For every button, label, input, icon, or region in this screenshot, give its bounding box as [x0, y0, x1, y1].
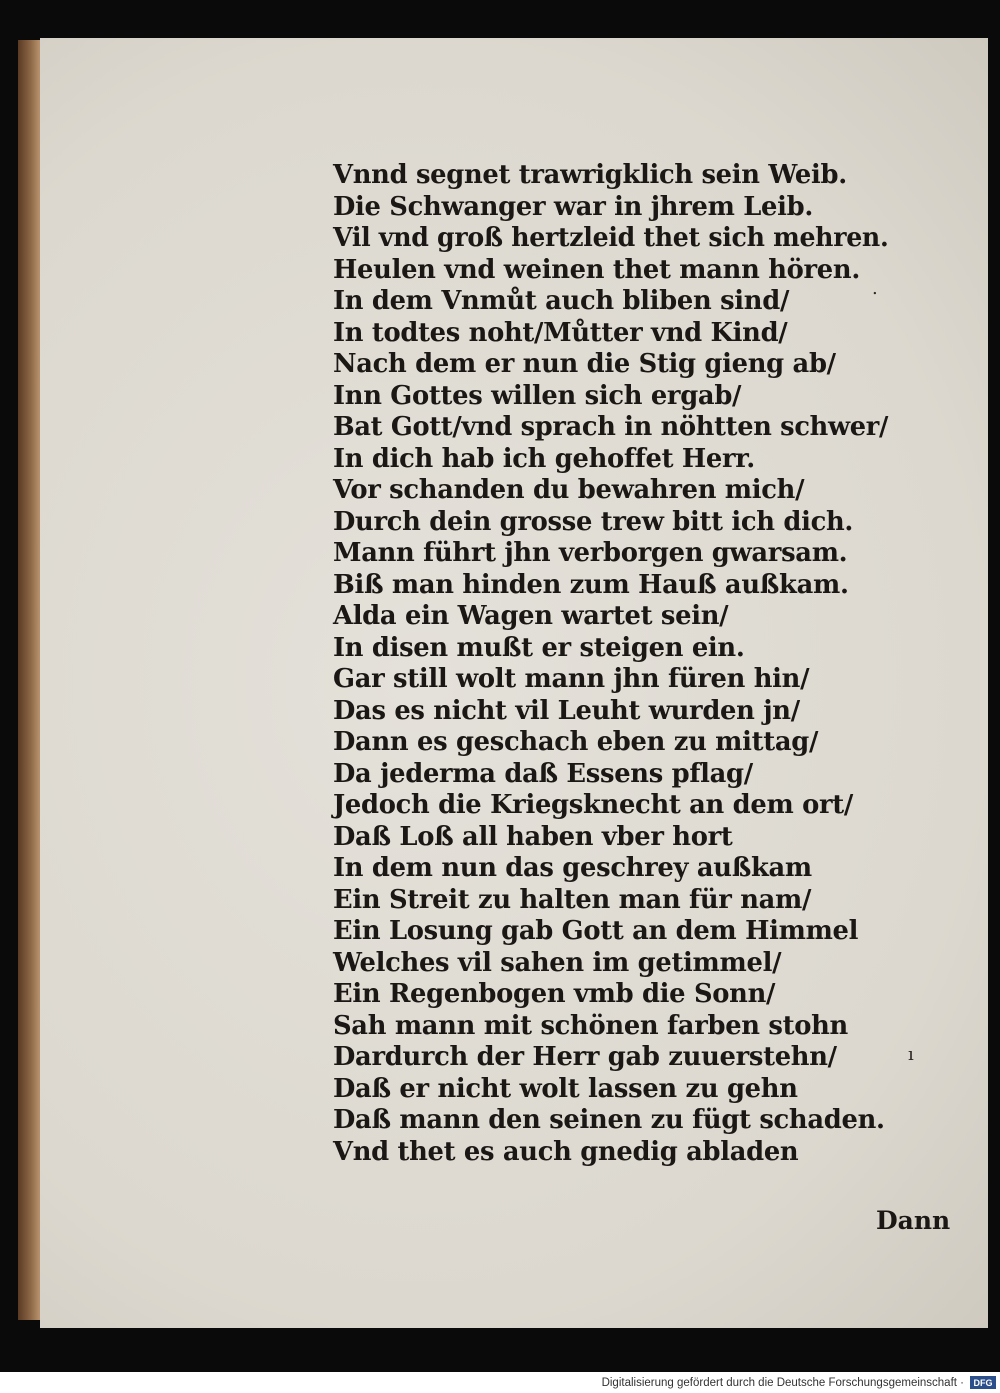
poem-line: Durch dein grosse trew bitt ich dich. — [333, 506, 854, 537]
dfg-logo-icon: DFG — [970, 1376, 996, 1389]
poem-line: Daß er nicht wolt lassen zu gehn — [333, 1073, 798, 1104]
poem-line: Ein Regenbogen vmb die Sonn/ — [333, 979, 776, 1009]
poem-line: In dem nun das geschrey außkam — [333, 853, 812, 883]
poem-line: Mann führt jhn verborgen gwarsam. — [333, 538, 848, 568]
poem-line: Die Schwanger war in jhrem Leib. — [333, 191, 814, 222]
poem-line: In disen mußt er steigen ein. — [333, 632, 745, 663]
poem-line: Das es nicht vil Leuht wurden jn/ — [333, 695, 800, 726]
poem-line: In dich hab ich gehoffet Herr. — [333, 443, 755, 474]
ink-speck: . — [872, 278, 878, 299]
footer-credit: Digitalisierung gefördert durch die Deutsche Forschungsgemeinschaft · — [601, 1376, 964, 1389]
poem-text — [333, 160, 893, 1168]
poem-line: Bat Gott/vnd sprach in nöhtten schwer/ — [333, 412, 889, 442]
poem-line: Alda ein Wagen wartet sein/ — [333, 601, 729, 631]
poem-line: In dem Vnmůt auch bliben sind/ — [333, 286, 790, 316]
poem-line: Daß Loß all haben vber hort — [333, 821, 733, 852]
poem-line: Sah mann mit schönen farben stohn — [333, 1010, 848, 1041]
catchword: Dann — [876, 1206, 951, 1235]
poem-line: Daß mann den seinen zu fügt schaden. — [333, 1105, 885, 1135]
poem-line: Da jederma daß Essens pflag/ — [333, 758, 753, 789]
ink-speck: ı — [908, 1044, 914, 1065]
poem-line: Heulen vnd weinen thet mann hören. — [333, 254, 861, 285]
poem-line: Vil vnd groß hertzleid thet sich mehren. — [333, 223, 889, 253]
poem-line: Dardurch der Herr gab zuuerstehn/ — [333, 1042, 837, 1072]
poem-line: Jedoch die Kriegsknecht an dem ort/ — [333, 790, 854, 820]
poem-line: Ein Streit zu halten man für nam/ — [333, 884, 812, 915]
poem-line: Biß man hinden zum Hauß außkam. — [333, 569, 849, 600]
poem-line: Vnd thet es auch gnedig abladen — [333, 1136, 799, 1167]
poem-line: Welches vil sahen im getimmel/ — [333, 947, 782, 978]
poem-line: Ein Losung gab Gott an dem Himmel — [333, 916, 859, 946]
poem-line: In todtes noht/Můtter vnd Kind/ — [333, 317, 788, 348]
poem-line: Gar still wolt mann jhn füren hin/ — [333, 664, 810, 694]
poem-line: Vor schanden du bewahren mich/ — [333, 475, 805, 505]
poem-line: Dann es geschach eben zu mittag/ — [333, 727, 819, 757]
footer-bar — [0, 1372, 1000, 1393]
poem-line: Inn Gottes willen sich ergab/ — [333, 380, 742, 411]
poem-line: Nach dem er nun die Stig gieng ab/ — [333, 349, 836, 379]
poem-line: Vnnd segnet trawrigklich sein Weib. — [333, 160, 847, 190]
